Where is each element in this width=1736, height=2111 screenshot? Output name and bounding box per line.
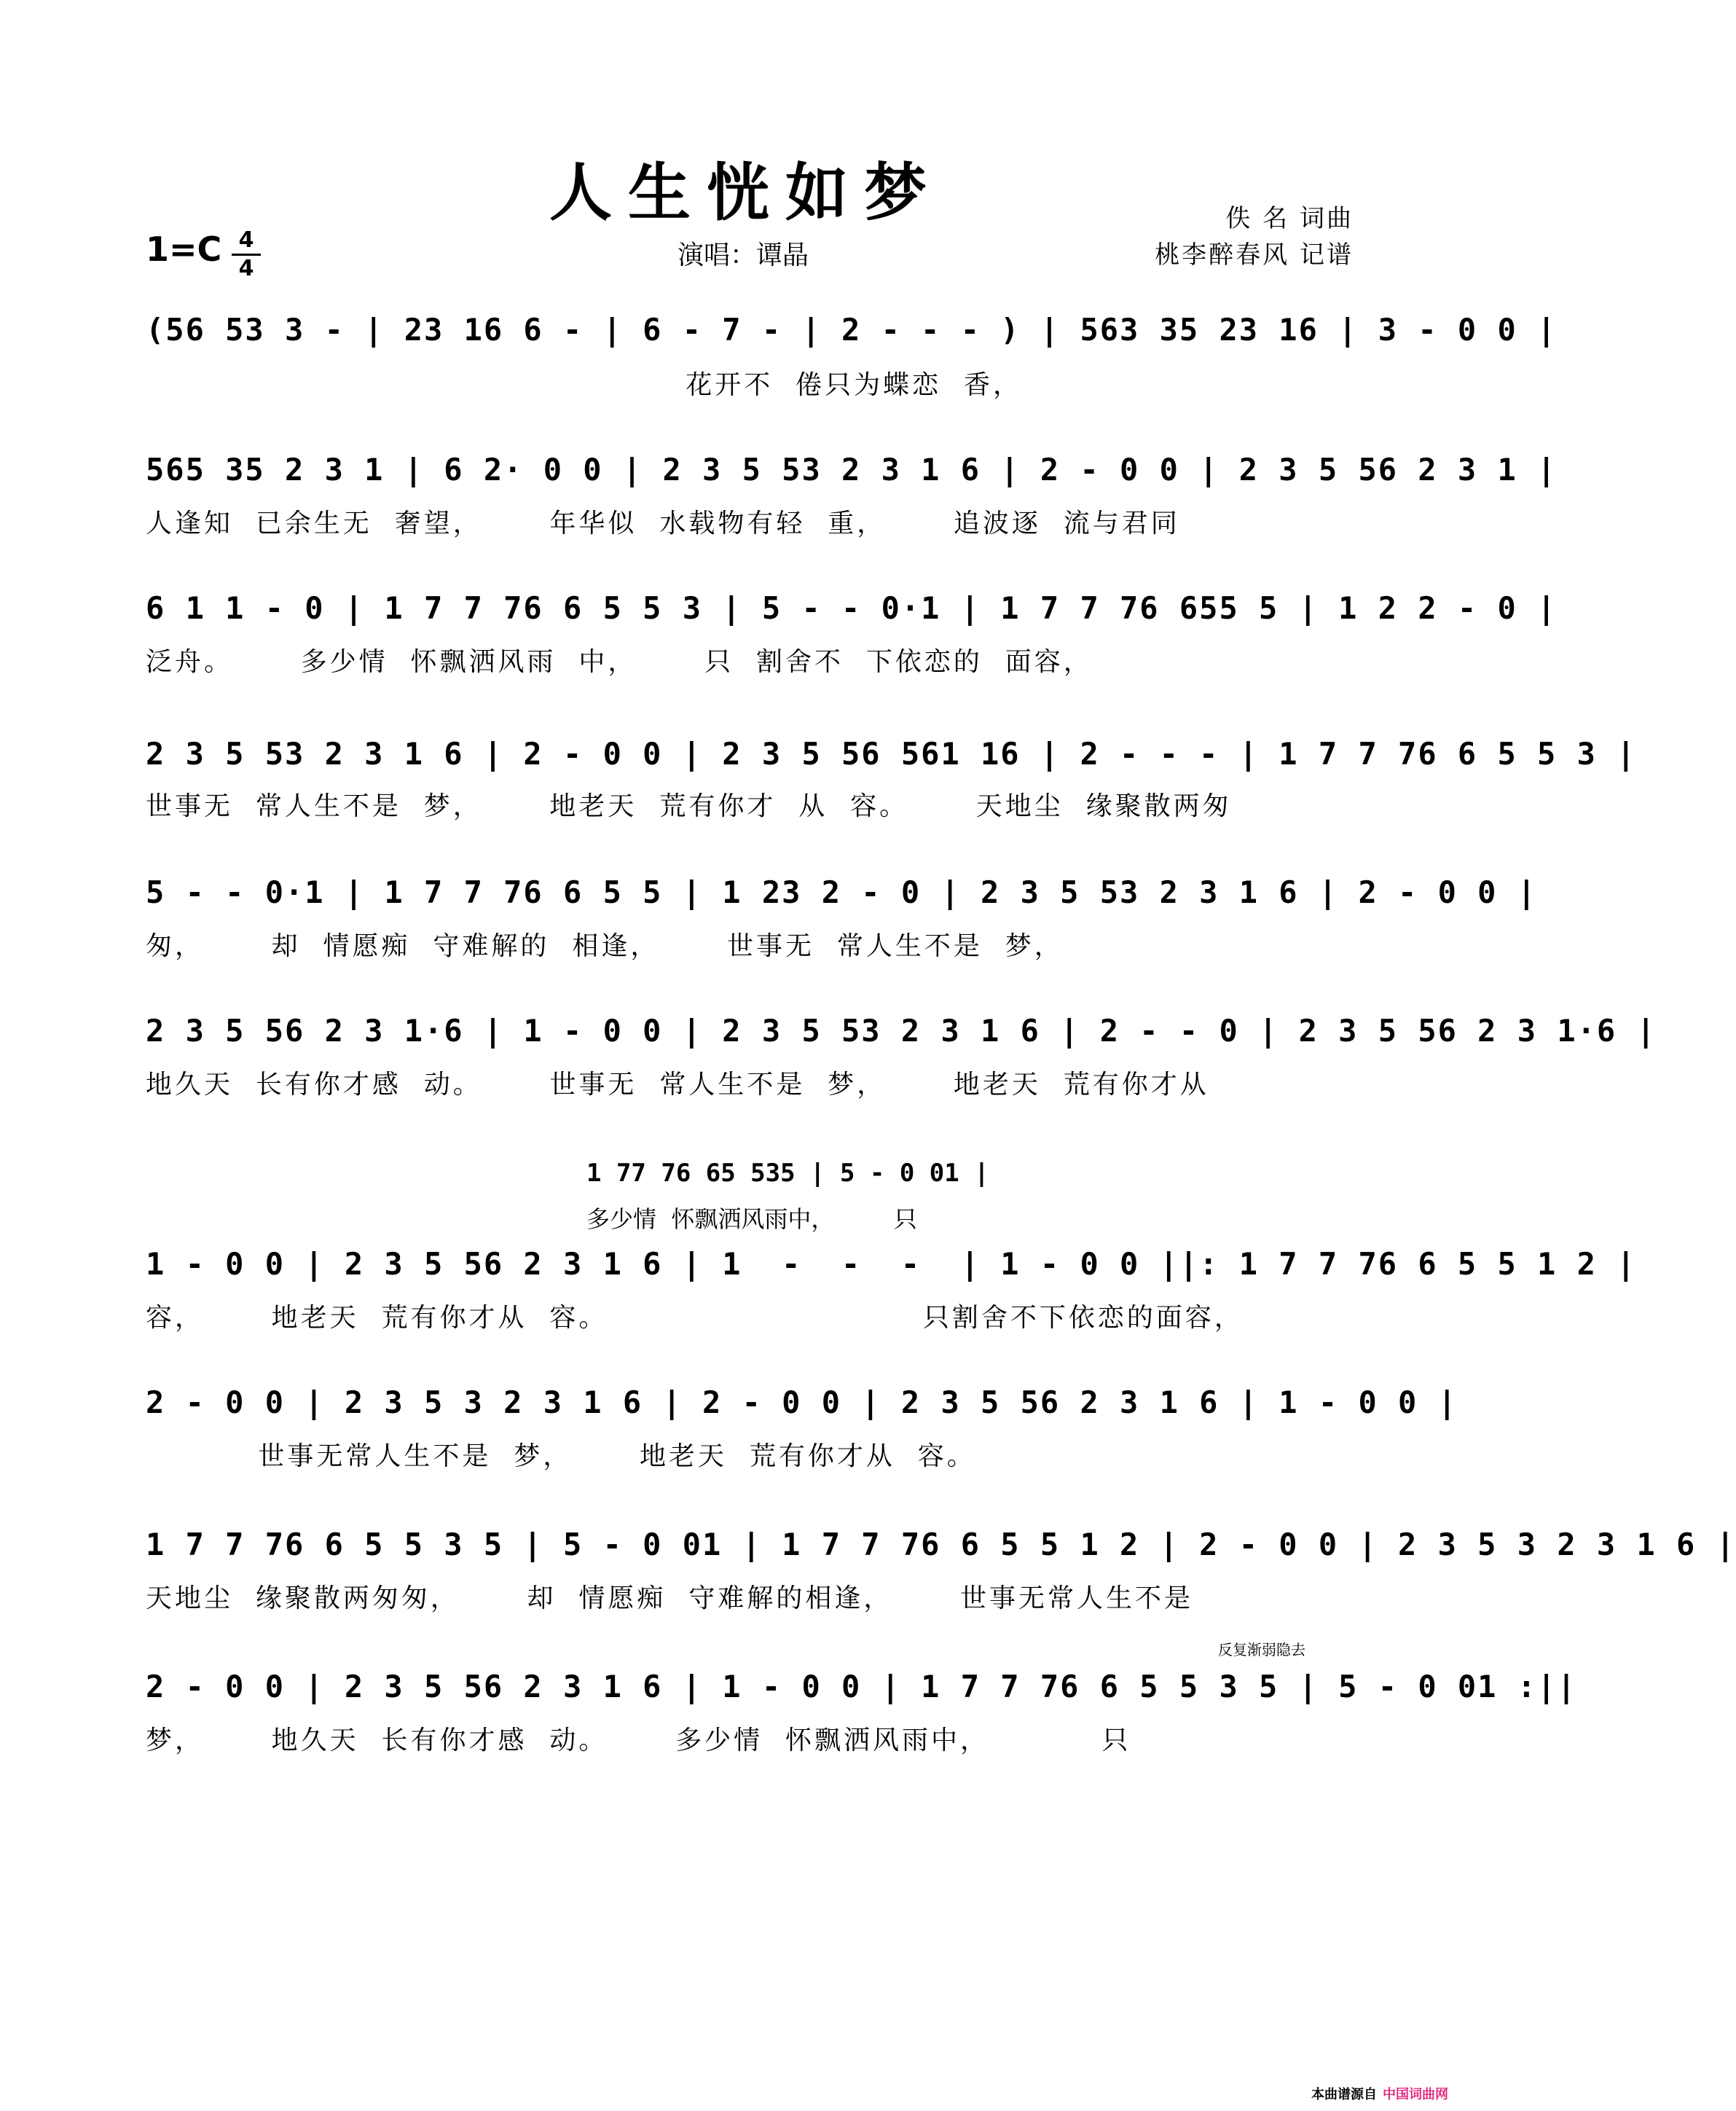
footer-source: 本曲谱源自 — [1311, 2087, 1377, 2102]
system-5-notes: 5 - - 0·1 | 1 7 7 76 6 5 5 | 1 23 2 - 0 | 2 3 5 53 2 3 1 6 | 2 - 0 0 | — [146, 874, 1538, 910]
system-1-lyrics: 花开不 倦只为蝶恋 香， — [146, 370, 1023, 400]
system-5-lyrics: 匆， 却 情愿痴 守难解的 相逢， 世事无 常人生不是 梦， — [146, 931, 1064, 961]
performance-note: 反复渐弱隐去 — [1218, 1641, 1305, 1658]
system-3-notes: 6 1 1 - 0 | 1 7 7 76 6 5 5 3 | 5 - - 0·1 | 1 7 7 76 655 5 | 1 2 2 - 0 | — [146, 590, 1558, 626]
system-9-lyrics: 天地尘 缘聚散两匆匆， 却 情愿痴 守难解的相逢， 世事无常人生不是 — [146, 1583, 1193, 1613]
system-10-notes: 2 - 0 0 | 2 3 5 56 2 3 1 6 | 1 - 0 0 | 1 7 7 76 6 5 5 3 5 | 5 - 0 01 :|| — [146, 1669, 1577, 1704]
transcriber-credit: 桃李醉春风 记谱 — [1155, 240, 1354, 270]
alt-ending-lyrics: 多少情 怀飘洒风雨中， 只 — [586, 1205, 917, 1233]
alt-ending-notes: 1 77 76 65 535 | 5 - 0 01 | — [586, 1159, 989, 1188]
key-signature: 1=C — [146, 230, 222, 269]
system-6-lyrics: 地久天 长有你才感 动。 世事无 常人生不是 梦， 地老天 荒有你才从 — [146, 1070, 1209, 1100]
system-1-notes: (56 53 3 - | 23 16 6 - | 6 - 7 - | 2 - - - ) | 563 35 23 16 | 3 - 0 0 | — [146, 312, 1558, 348]
system-4-lyrics: 世事无 常人生不是 梦， 地老天 荒有你才 从 容。 天地尘 缘聚散两匆 — [146, 791, 1232, 821]
system-2-notes: 565 35 2 3 1 | 6 2· 0 0 | 2 3 5 53 2 3 1 6 | 2 - 0 0 | 2 3 5 56 2 3 1 | — [146, 452, 1558, 487]
footer-site-link[interactable]: 中国词曲网 — [1383, 2087, 1448, 2102]
time-signature-top: 4 — [238, 227, 254, 253]
page-title: 人生恍如梦 — [549, 157, 943, 230]
system-6-notes: 2 3 5 56 2 3 1·6 | 1 - 0 0 | 2 3 5 53 2 3 1 6 | 2 - - 0 | 2 3 5 56 2 3 1·6 | — [146, 1013, 1657, 1049]
footer-watermark — [1311, 2084, 1448, 2103]
system-9-notes: 1 7 7 76 6 5 5 3 5 | 5 - 0 01 | 1 7 7 76 6 5 5 1 2 | 2 - 0 0 | 2 3 5 3 2 3 1 6 | — [146, 1527, 1736, 1562]
composer-credit: 佚 名 词曲 — [1225, 204, 1354, 233]
system-3-lyrics: 泛舟。 多少情 怀飘洒风雨 中， 只 割舍不 下依恋的 面容， — [146, 647, 1093, 677]
system-7-lyrics: 容， 地老天 荒有你才从 容。 只割舍不下依恋的面容， — [146, 1303, 1244, 1333]
system-7-notes: 1 - 0 0 | 2 3 5 56 2 3 1 6 | 1 - - - | 1 - 0 0 ||: 1 7 7 76 6 5 5 1 2 | — [146, 1246, 1637, 1282]
system-10-lyrics: 梦， 地久天 长有你才感 动。 多少情 怀飘洒风雨中， 只 — [146, 1726, 1131, 1755]
singer-credit: 演唱：谭晶 — [677, 240, 809, 270]
system-8-notes: 2 - 0 0 | 2 3 5 3 2 3 1 6 | 2 - 0 0 | 2 3 5 56 2 3 1 6 | 1 - 0 0 | — [146, 1385, 1458, 1420]
time-signature — [232, 227, 261, 282]
time-signature-bottom: 4 — [232, 254, 261, 282]
system-2-lyrics: 人逢知 已余生无 奢望， 年华似 水载物有轻 重， 追波逐 流与君同 — [146, 509, 1180, 538]
system-8-lyrics: 世事无常人生不是 梦， 地老天 荒有你才从 容。 — [146, 1441, 976, 1471]
system-4-notes: 2 3 5 53 2 3 1 6 | 2 - 0 0 | 2 3 5 56 561 16 | 2 - - - | 1 7 7 76 6 5 5 3 | — [146, 736, 1637, 772]
